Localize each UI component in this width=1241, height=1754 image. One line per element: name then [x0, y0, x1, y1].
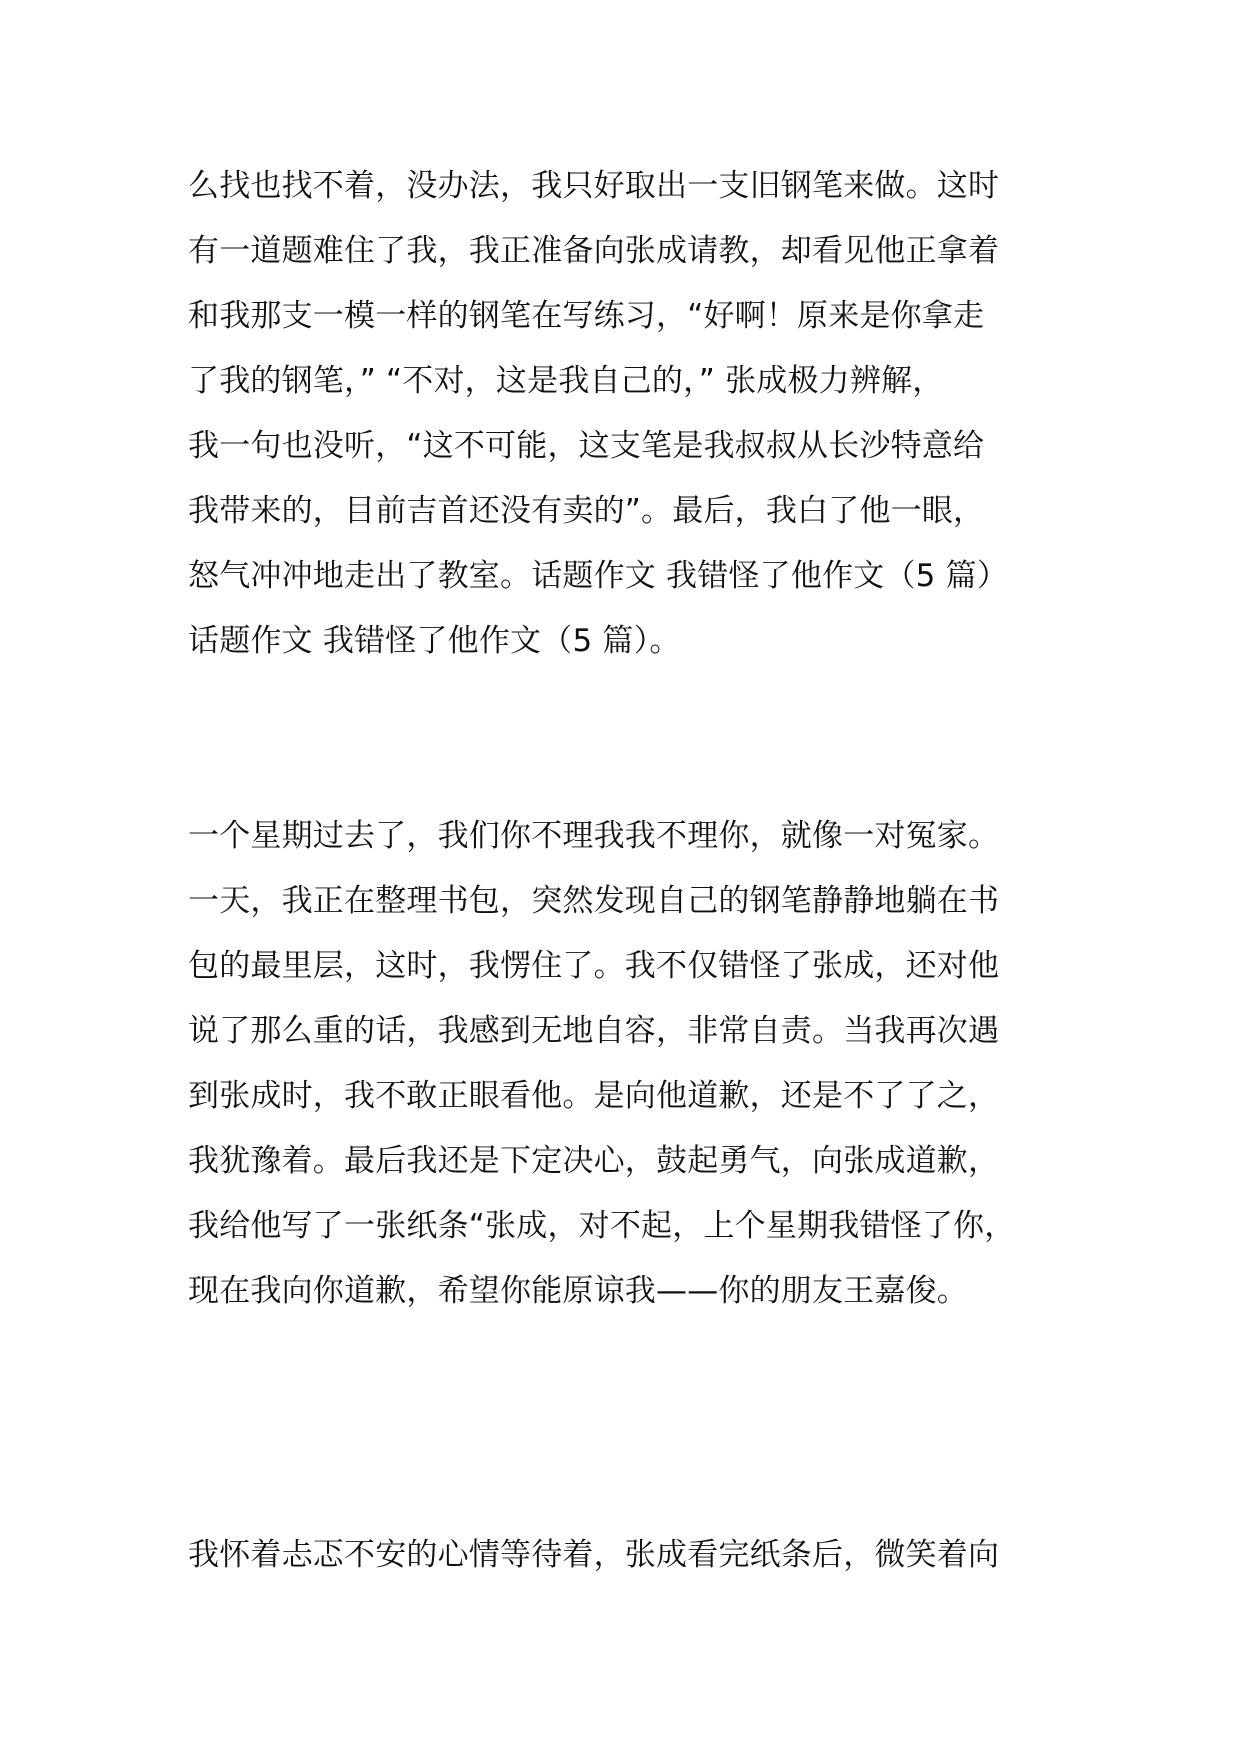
text-line: 我一句也没听，“这不可能，这支笔是我叔叔从长沙特意给: [188, 428, 985, 464]
text-line: 了我的钢笔，” “不对，这是我自己的，” 张成极力辨解，: [188, 363, 944, 399]
text-line: 怒气冲冲地走出了教室。话题作文 我错怪了他作文（5 篇）: [188, 558, 1009, 594]
text-line: 和我那支一模一样的钢笔在写练习，“好啊！原来是你拿走: [188, 298, 985, 334]
text-line: 么找也找不着，没办法，我只好取出一支旧钢笔来做。这时: [188, 168, 1000, 204]
text-line: 到张成时，我不敢正眼看他。是向他道歉，还是不了了之，: [188, 1078, 1000, 1114]
paragraph-3: [188, 1523, 1068, 1588]
text-line: 我给他写了一张纸条“张成，对不起，上个星期我错怪了你，: [188, 1208, 1016, 1244]
text-line: 一个星期过去了，我们你不理我我不理你，就像一对冤家。: [188, 818, 1000, 854]
paragraph-2: [188, 804, 1068, 1324]
text-line: 我怀着忐忑不安的心情等待着，张成看完纸条后，微笑着向: [188, 1537, 1000, 1573]
text-line: 话题作文 我错怪了他作文（5 篇）。: [188, 623, 681, 659]
text-line: 说了那么重的话，我感到无地自容，非常自责。当我再次遇: [188, 1013, 1000, 1049]
text-line: 有一道题难住了我，我正准备向张成请教，却看见他正拿着: [188, 233, 1000, 269]
text-line: 现在我向你道歉，希望你能原谅我——你的朋友王嘉俊。: [188, 1273, 968, 1309]
text-line: 包的最里层，这时，我愣住了。我不仅错怪了张成，还对他: [188, 948, 1000, 984]
text-line: 我带来的，目前吉首还没有卖的”。最后，我白了他一眼，: [188, 493, 985, 529]
paragraph-1: [188, 154, 1068, 674]
text-line: 一天，我正在整理书包，突然发现自己的钢笔静静地躺在书: [188, 883, 1000, 919]
text-line: 我犹豫着。最后我还是下定决心，鼓起勇气，向张成道歉，: [188, 1143, 1000, 1179]
